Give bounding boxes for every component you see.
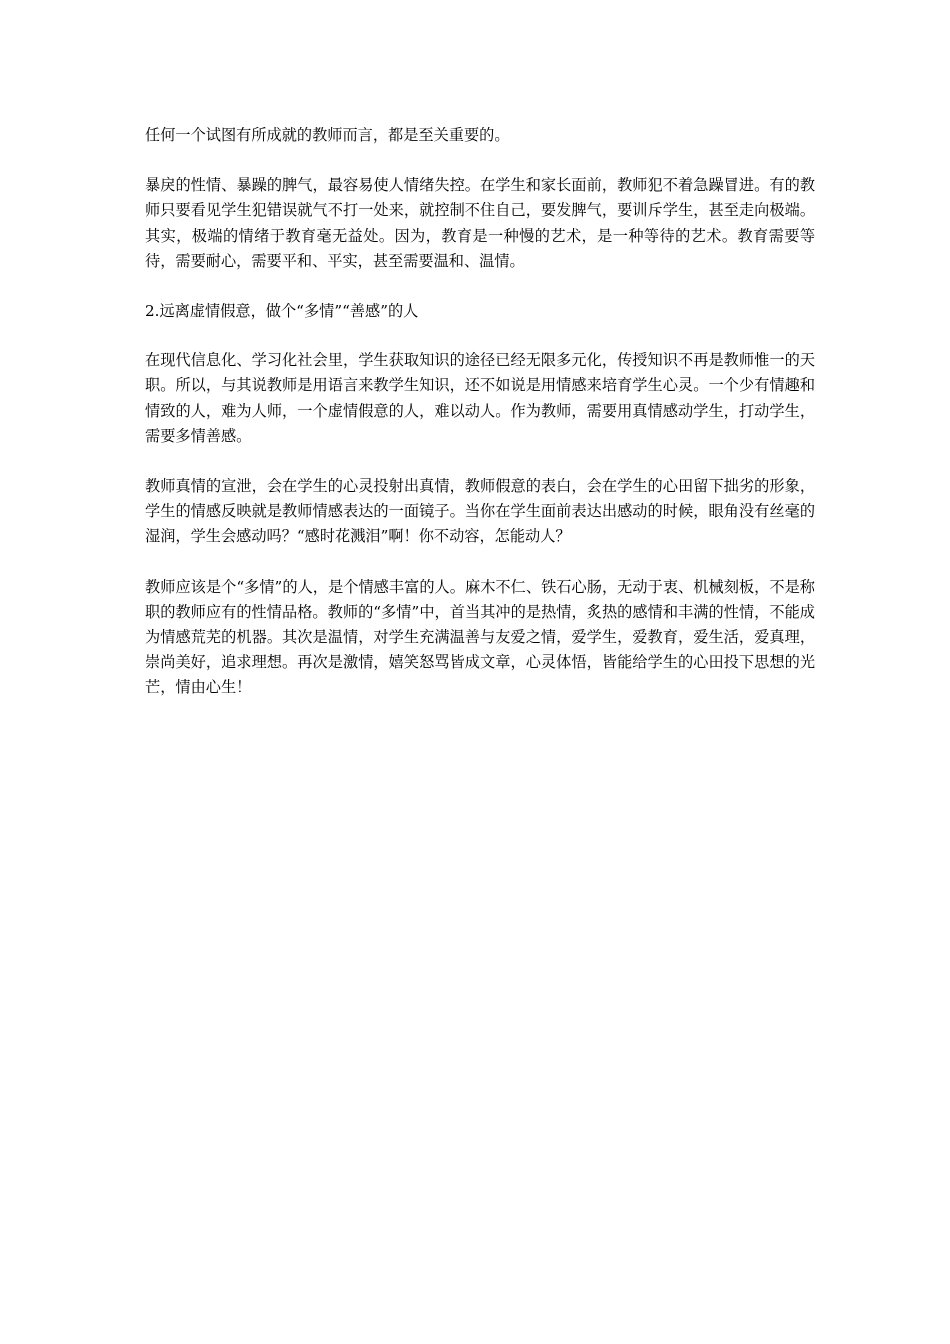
paragraph-intro: 任何一个试图有所成就的教师而言，都是至关重要的。 (145, 126, 510, 144)
document-body (145, 123, 815, 726)
paragraph-passionate-teacher: 教师应该是个“多情”的人，是个情感丰富的人。麻木不仁、铁石心肠，无动于衷、机械刻板，不是称职的教师应有的性情品格。教师的“多情”中，首当其冲的是热情，炙热的感情和丰满的性情，不能成为情感荒芜的机器。其次是温情，对学生充满温善与友爱之情，爱学生，爱教育，爱生活，爱真理，崇尚美好，追求理想。再次是激情，嬉笑怒骂皆成文章，心灵体悟，皆能给学生的心田投下思想的光芒，情由心生！ (145, 577, 815, 697)
paragraph-sincerity: 教师真情的宣泄，会在学生的心灵投射出真情，教师假意的表白，会在学生的心田留下拙劣的形象，学生的情感反映就是教师情感表达的一面镜子。当你在学生面前表达出感动的时候，眼角没有丝毫的湿润，学生会感动吗？“感时花溅泪”啊！你不动容，怎能动人？ (145, 477, 815, 546)
section-heading: 2.远离虚情假意，做个“多情”“善感”的人 (145, 302, 419, 321)
paragraph-temper: 暴戾的性情、暴躁的脾气，最容易使人情绪失控。在学生和家长面前，教师犯不着急躁冒进。有的教师只要看见学生犯错误就气不打一处来，就控制不住自己，要发脾气，要训斥学生，甚至走向极端。其实，极端的情绪于教育毫无益处。因为，教育是一种慢的艺术，是一种等待的艺术。教育需要等待，需要耐心，需要平和、平实，甚至需要温和、温情。 (145, 176, 815, 270)
paragraph-modern-society: 在现代信息化、学习化社会里，学生获取知识的途径已经无限多元化，传授知识不再是教师惟一的天职。所以，与其说教师是用语言来教学生知识，还不如说是用情感来培育学生心灵。一个少有情趣和情致的人，难为人师，一个虚情假意的人，难以动人。作为教师，需要用真情感动学生，打动学生，需要多情善感。 (145, 351, 815, 445)
